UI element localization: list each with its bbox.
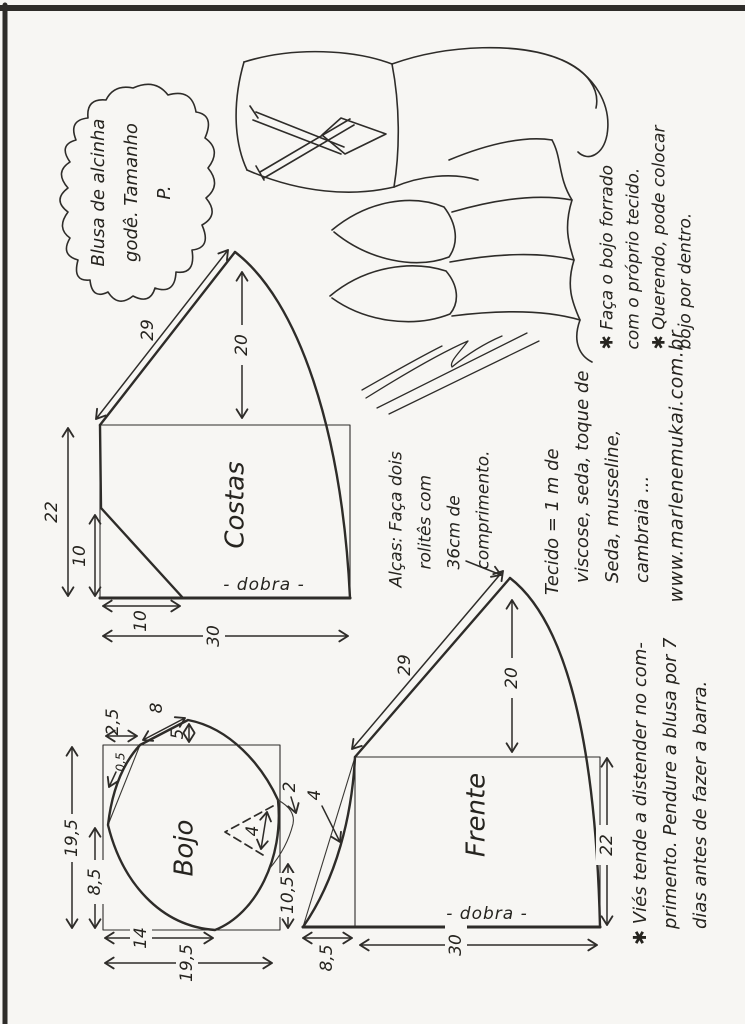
note-tecido xyxy=(538,370,662,595)
costas-label: Costas xyxy=(220,461,251,549)
frente-label: Frente xyxy=(461,772,492,858)
frente-strap-edge xyxy=(355,578,510,757)
frente-slant-guide xyxy=(303,757,355,927)
costas-fold-label: - dobra - xyxy=(223,575,305,595)
note-line: cambraia ... xyxy=(632,475,653,583)
frente-strap-dim xyxy=(352,571,503,749)
note-line: Seda, musseline, xyxy=(602,429,623,583)
note-vies xyxy=(626,615,718,945)
garment-sketch xyxy=(236,48,608,362)
costas-side-low: 10 xyxy=(70,545,90,567)
note-line: 36cm de xyxy=(444,495,465,570)
note-bojo-lining xyxy=(595,85,701,350)
frente-curve-depth: 4 xyxy=(305,789,325,801)
frente-side-len: 22 xyxy=(597,834,617,856)
costas-side-len: 22 xyxy=(42,501,62,523)
costas-hem-notch: 10 xyxy=(131,610,151,632)
note-line: primento. Pendure a blusa por 7 xyxy=(660,637,681,929)
costas-strap-drop: 20 xyxy=(232,334,252,356)
note-alcas xyxy=(383,393,501,588)
bubble-title xyxy=(82,100,187,285)
website-text xyxy=(664,329,704,603)
bubble-line: P. xyxy=(154,185,175,200)
bojo-dart-width: 4 xyxy=(243,825,263,837)
bojo-dart-out: 2 xyxy=(280,781,300,793)
bojo-bottom-inner: 14 xyxy=(131,927,151,949)
piece-costas xyxy=(42,250,350,656)
website-url: www.marlenemukai.com.br xyxy=(665,329,688,603)
frente-side-gap: 8,5 xyxy=(317,944,337,972)
costas-hem-slant xyxy=(101,508,183,598)
bojo-dartout-arrow xyxy=(291,797,296,813)
note-line: com o próprio tecido. xyxy=(623,167,644,350)
piece-frente xyxy=(303,561,618,972)
bojo-left-lower: 8,5 xyxy=(85,868,105,896)
note-line: ✱ Faça o bojo forrado xyxy=(597,164,618,350)
bojo-right-lower: 10,5 xyxy=(278,876,298,914)
frente-strap-len: 29 xyxy=(395,654,415,676)
bubble-line: Blusa de alcinha xyxy=(88,118,109,267)
crossed-strap xyxy=(260,119,350,172)
bojo-top-inset: 2,5 xyxy=(103,708,123,736)
bojo-gap-arrow xyxy=(109,772,116,787)
costas-strap-len: 29 xyxy=(138,319,158,341)
note-line: comprimento. xyxy=(473,450,494,570)
bubble-line: godê. Tamanho xyxy=(121,123,142,262)
bojo-width: 19,5 xyxy=(177,944,197,982)
piece-bojo xyxy=(61,702,300,987)
frente-strap-drop: 20 xyxy=(502,667,522,689)
note-line: Alças: Faça dois xyxy=(386,451,407,588)
crossed-strap xyxy=(253,120,341,154)
note-line: rolitês com xyxy=(415,474,436,570)
frente-half-width: 30 xyxy=(446,934,466,956)
frente-godet-curve xyxy=(510,578,600,927)
note-line: Tecido = 1 m de xyxy=(542,448,563,595)
note-line: ✱ Viés tende a distender no com- xyxy=(630,642,651,945)
costas-side-edge xyxy=(100,425,101,508)
note-line: bojo por dentro. xyxy=(675,212,696,350)
note-line: dias antes de fazer a barra. xyxy=(690,680,711,929)
frente-fold-label: - dobra - xyxy=(446,904,528,924)
bojo-peak-rise: 5 xyxy=(168,728,188,740)
note-line: ✱ Querendo, pode colocar xyxy=(649,125,670,350)
costas-half-width: 30 xyxy=(204,625,224,647)
bojo-height: 19,5 xyxy=(62,819,82,857)
bojo-label: Bojo xyxy=(169,819,200,877)
bojo-top-slant: 8 xyxy=(147,702,167,714)
note-line: viscose, seda, toque de xyxy=(572,370,593,583)
bojo-edge-gap: 0,5 xyxy=(113,752,128,772)
